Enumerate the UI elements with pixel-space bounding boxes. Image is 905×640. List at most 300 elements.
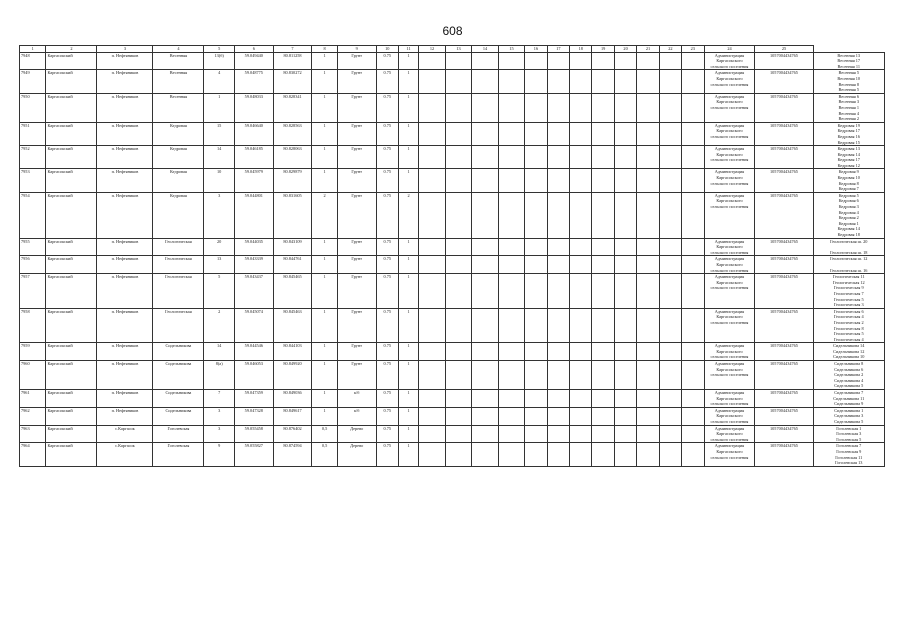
cell-empty (419, 122, 445, 145)
cell-empty (592, 169, 614, 192)
cell-lon: 80.829879 (273, 169, 312, 192)
cell-no: 7959 (20, 343, 46, 361)
cell-c11: 1 (398, 343, 418, 361)
cell-empty (547, 343, 569, 361)
address-line: Геологическая ш. 16 (830, 267, 868, 273)
owner-line: Администрация (714, 93, 745, 99)
cell-district: Каргасокский (46, 343, 97, 361)
owner-line: Администрация (714, 52, 745, 58)
cell-no: 7957 (20, 274, 46, 309)
cell-no: 7958 (20, 308, 46, 343)
cell-surface: Грунт (337, 122, 376, 145)
column-number: 18 (570, 46, 592, 53)
cell-empty (547, 361, 569, 390)
cell-empty (592, 93, 614, 122)
cell-empty (472, 52, 498, 70)
cell-empty (659, 343, 681, 361)
cell-c11: 1 (398, 308, 418, 343)
cell-district: Каргасокский (46, 443, 97, 466)
owner-line: Каргасокского (716, 314, 743, 320)
cell-ogrn: 1057004434765 (755, 192, 813, 238)
owner-line: Администрация (714, 122, 745, 128)
cell-lat: 59.046640 (234, 122, 273, 145)
cell-lon: 80.845465 (273, 274, 312, 309)
cell-empty (445, 308, 471, 343)
cell-empty (659, 407, 681, 425)
column-number-row (20, 46, 885, 53)
cell-empty (547, 274, 569, 309)
cell-street: Весенняя (153, 70, 204, 93)
cell-empty (498, 343, 524, 361)
owner-line: сельского поселения (710, 372, 749, 378)
cell-empty (547, 407, 569, 425)
cell-c11: 1 (398, 407, 418, 425)
table-row (20, 52, 885, 70)
cell-empty (592, 52, 614, 70)
cell-street: Весенняя (153, 93, 204, 122)
address-line: Весенняя 13 (837, 52, 861, 58)
address-line: Кедровая 18 (837, 232, 860, 237)
cell-settlement: п. Нефтяников (97, 308, 153, 343)
owner-line: Каргасокского (716, 448, 743, 454)
cell-lat: 59.044546 (234, 343, 273, 361)
cell-addresses (813, 93, 885, 122)
cell-house: 8(а) (204, 361, 235, 390)
cell-empty (525, 343, 547, 361)
owner-line: Каргасокского (716, 175, 743, 181)
cell-empty (614, 256, 636, 274)
address-line: Кедровая 13 (837, 146, 860, 152)
cell-lon: 80.849036 (273, 390, 312, 408)
cell-lat: 59.047328 (234, 407, 273, 425)
address-line: Сидельникова 5 (834, 383, 864, 389)
cell-district: Каргасокский (46, 169, 97, 192)
cell-no: 7956 (20, 256, 46, 274)
cell-district: Каргасокский (46, 361, 97, 390)
cell-empty (419, 169, 445, 192)
address-line: Гоголевская 7 (836, 443, 862, 449)
cell-empty (637, 146, 659, 169)
cell-empty (525, 52, 547, 70)
cell-empty (445, 52, 471, 70)
column-number: 19 (592, 46, 614, 53)
cell-c11: 1 (398, 169, 418, 192)
cell-empty (592, 256, 614, 274)
cell-empty (472, 361, 498, 390)
cell-empty (659, 390, 681, 408)
table-row (20, 390, 885, 408)
cell-surface: к/б (337, 407, 376, 425)
cell-empty (498, 192, 524, 238)
owner-line: Администрация (714, 308, 745, 314)
cell-empty (419, 192, 445, 238)
owner-line: Администрация (714, 274, 745, 280)
cell-c8: 0,5 (312, 443, 337, 466)
cell-c11: 1 (398, 390, 418, 408)
owner-line: Администрация (714, 390, 745, 396)
cell-lat: 59.048033 (234, 93, 273, 122)
cell-c8: 0,5 (312, 425, 337, 443)
cell-empty (419, 52, 445, 70)
cell-district: Каргасокский (46, 425, 97, 443)
cell-empty (525, 361, 547, 390)
cell-lat: 59.043437 (234, 274, 273, 309)
cell-street: Кедровая (153, 146, 204, 169)
cell-empty (570, 361, 592, 390)
cell-owner (704, 407, 755, 425)
address-line: Геологическая 4 (833, 314, 864, 320)
address-line: Весенняя 8 (838, 81, 860, 87)
cell-district: Каргасокский (46, 274, 97, 309)
address-line: Сидельникова 1 (834, 407, 864, 413)
cell-c10: 0.75 (376, 52, 398, 70)
cell-district: Каргасокский (46, 390, 97, 408)
column-number: 5 (204, 46, 235, 53)
cell-house: 9 (204, 443, 235, 466)
cell-no: 7961 (20, 390, 46, 408)
cell-surface: Грунт (337, 169, 376, 192)
cell-addresses (813, 238, 885, 256)
cell-empty (682, 256, 704, 274)
address-line: Геологическая ш. 12 (830, 256, 868, 262)
cell-empty (498, 425, 524, 443)
cell-empty (445, 256, 471, 274)
cell-lon: 80.830272 (273, 70, 312, 93)
owner-line: сельского поселения (710, 180, 749, 186)
cell-empty (547, 256, 569, 274)
cell-lat: 59.043339 (234, 256, 273, 274)
cell-empty (614, 407, 636, 425)
cell-empty (659, 146, 681, 169)
table-row (20, 256, 885, 274)
cell-lon: 80.849617 (273, 407, 312, 425)
address-line: Весенняя 5 (838, 87, 860, 93)
cell-district: Каргасокский (46, 70, 97, 93)
cell-ogrn: 1057004434765 (755, 70, 813, 93)
cell-empty (570, 52, 592, 70)
cell-addresses (813, 169, 885, 192)
cell-c8: 1 (312, 70, 337, 93)
cell-lon: 80.828563 (273, 122, 312, 145)
cell-district: Каргасокский (46, 93, 97, 122)
owner-line: сельского поселения (710, 249, 749, 255)
cell-empty (570, 238, 592, 256)
cell-house: 4 (204, 70, 235, 93)
cell-empty (419, 443, 445, 466)
cell-empty (445, 93, 471, 122)
column-number: 17 (547, 46, 569, 53)
cell-empty (637, 93, 659, 122)
cell-empty (682, 238, 704, 256)
column-number: 11 (398, 46, 418, 53)
address-line: Гоголевская 9 (836, 448, 862, 454)
cell-district: Каргасокский (46, 146, 97, 169)
address-line: Кедровая 5 (838, 192, 859, 198)
address-line: Кедровая 2 (838, 215, 859, 221)
cell-empty (419, 274, 445, 309)
cell-empty (525, 146, 547, 169)
cell-empty (472, 343, 498, 361)
cell-empty (472, 425, 498, 443)
address-line: Кедровая 19 (837, 122, 860, 128)
table-row (20, 425, 885, 443)
cell-empty (614, 70, 636, 93)
cell-empty (419, 343, 445, 361)
cell-house: 1 (204, 93, 235, 122)
cell-empty (637, 122, 659, 145)
owner-line: Каргасокского (716, 431, 743, 437)
cell-addresses (813, 425, 885, 443)
cell-ogrn: 1057004434765 (755, 256, 813, 274)
column-number: 21 (637, 46, 659, 53)
cell-lon: 80.831605 (273, 192, 312, 238)
address-line: Весенняя 10 (837, 75, 861, 81)
cell-lon: 80.844761 (273, 256, 312, 274)
cell-empty (682, 52, 704, 70)
table-row (20, 361, 885, 390)
cell-empty (525, 169, 547, 192)
cell-c10: 0.75 (376, 361, 398, 390)
cell-addresses (813, 52, 885, 70)
cell-empty (592, 122, 614, 145)
cell-empty (570, 443, 592, 466)
cell-empty (472, 70, 498, 93)
cell-empty (614, 52, 636, 70)
cell-settlement: п. Нефтяников (97, 93, 153, 122)
cell-ogrn: 1057004434765 (755, 308, 813, 343)
owner-line: Каргасокского (716, 151, 743, 157)
cell-empty (570, 274, 592, 309)
cell-empty (637, 70, 659, 93)
cell-empty (659, 93, 681, 122)
address-line: Кедровая 14 (837, 151, 860, 157)
cell-empty (498, 407, 524, 425)
cell-c11: 1 (398, 70, 418, 93)
cell-c10: 0.75 (376, 122, 398, 145)
cell-empty (472, 146, 498, 169)
cell-house: 7 (204, 390, 235, 408)
cell-addresses (813, 192, 885, 238)
cell-c8: 1 (312, 256, 337, 274)
cell-no: 7955 (20, 238, 46, 256)
cell-lat: 59.046053 (234, 361, 273, 390)
address-line: Геологическая 3 (833, 302, 864, 308)
cell-empty (472, 407, 498, 425)
owner-line: Каргасокского (716, 366, 743, 372)
cell-empty (498, 443, 524, 466)
cell-empty (637, 407, 659, 425)
cell-empty (570, 407, 592, 425)
cell-empty (682, 407, 704, 425)
cell-empty (614, 274, 636, 309)
cell-empty (637, 274, 659, 309)
column-number: 15 (498, 46, 524, 53)
cell-empty (472, 308, 498, 343)
cell-empty (570, 308, 592, 343)
cell-empty (498, 146, 524, 169)
owner-line: Каргасокского (716, 99, 743, 105)
owner-line: сельского поселения (710, 157, 749, 163)
address-line: Геологическая 12 (832, 279, 865, 285)
cell-empty (637, 169, 659, 192)
cell-owner (704, 169, 755, 192)
address-line: Весенняя 6 (838, 93, 860, 99)
cell-empty (445, 443, 471, 466)
cell-c10: 0.75 (376, 407, 398, 425)
cell-ogrn: 1057004434765 (755, 390, 813, 408)
cell-empty (498, 390, 524, 408)
cell-no: 7948 (20, 52, 46, 70)
cell-empty (525, 308, 547, 343)
cell-house: 3 (204, 425, 235, 443)
cell-c11: 1 (398, 256, 418, 274)
cell-c8: 1 (312, 274, 337, 309)
cell-lon: 80.828063 (273, 146, 312, 169)
cell-owner (704, 361, 755, 390)
address-line: Весенняя 11 (837, 63, 860, 69)
cell-empty (592, 390, 614, 408)
address-line: Сидельникова 8 (834, 361, 864, 367)
address-line: Сидельникова 4 (834, 377, 864, 383)
cell-house: 15 (204, 122, 235, 145)
cell-owner (704, 192, 755, 238)
cell-empty (445, 70, 471, 93)
cell-ogrn: 1057004434765 (755, 93, 813, 122)
cell-ogrn: 1057004434765 (755, 52, 813, 70)
address-line: Кедровая 7 (838, 186, 859, 192)
cell-surface: Грунт (337, 192, 376, 238)
cell-surface: Грунт (337, 343, 376, 361)
cell-owner (704, 443, 755, 466)
cell-district: Каргасокский (46, 122, 97, 145)
cell-settlement: п. Нефтяников (97, 238, 153, 256)
cell-empty (498, 361, 524, 390)
cell-empty (419, 146, 445, 169)
cell-lat: 59.049440 (234, 52, 273, 70)
cell-surface: Грунт (337, 70, 376, 93)
cell-empty (570, 146, 592, 169)
cell-c10: 0.75 (376, 238, 398, 256)
cell-empty (445, 238, 471, 256)
cell-empty (614, 390, 636, 408)
cell-surface: Грунт (337, 361, 376, 390)
cell-surface: Грунт (337, 238, 376, 256)
cell-empty (525, 407, 547, 425)
owner-line: Администрация (714, 169, 745, 175)
cell-addresses (813, 308, 885, 343)
address-line: Сидельникова 12 (833, 348, 865, 354)
address-line: Сидельникова 14 (833, 343, 865, 349)
cell-empty (419, 308, 445, 343)
cell-c8: 2 (312, 192, 337, 238)
cell-empty (547, 52, 569, 70)
cell-lon: 80.849920 (273, 361, 312, 390)
cell-ogrn: 1057004434765 (755, 146, 813, 169)
cell-empty (547, 390, 569, 408)
cell-lat: 59.046185 (234, 146, 273, 169)
cell-empty (592, 146, 614, 169)
cell-addresses (813, 70, 885, 93)
column-number: 6 (234, 46, 273, 53)
cell-settlement: п. Нефтяников (97, 361, 153, 390)
cell-c10: 0.75 (376, 192, 398, 238)
table-row (20, 274, 885, 309)
cell-empty (570, 93, 592, 122)
cell-empty (637, 52, 659, 70)
cell-empty (419, 425, 445, 443)
cell-street: Сидельникова (153, 390, 204, 408)
address-line: Геологическая ш. 20 (830, 238, 868, 244)
cell-addresses (813, 407, 885, 425)
cell-empty (445, 274, 471, 309)
cell-empty (498, 274, 524, 309)
cell-c11: 2 (398, 192, 418, 238)
column-number: 10 (376, 46, 398, 53)
cell-settlement: п. Нефтяников (97, 256, 153, 274)
table-row (20, 238, 885, 256)
cell-empty (525, 70, 547, 93)
table-row (20, 308, 885, 343)
address-line: Кедровая 17 (837, 157, 860, 163)
owner-line: сельского поселения (710, 354, 749, 360)
cell-settlement: с.Каргасок (97, 443, 153, 466)
cell-c11: 1 (398, 93, 418, 122)
cell-c10: 0.75 (376, 146, 398, 169)
owner-line: Каргасокского (716, 75, 743, 81)
cell-street: Кедровая (153, 169, 204, 192)
table-row (20, 122, 885, 145)
cell-lon: 80.845463 (273, 308, 312, 343)
cell-lat: 59.045074 (234, 308, 273, 343)
owner-line: сельского поселения (710, 267, 749, 273)
cell-ogrn: 1057004434765 (755, 122, 813, 145)
cell-empty (614, 443, 636, 466)
cell-district: Каргасокский (46, 407, 97, 425)
cell-empty (525, 93, 547, 122)
owner-line: Администрация (714, 407, 745, 413)
cell-empty (682, 192, 704, 238)
address-line: Геологическая 11 (832, 274, 865, 280)
cell-empty (419, 407, 445, 425)
cell-street: Кедровая (153, 192, 204, 238)
owner-line: сельского поселения (710, 104, 749, 110)
cell-empty (659, 256, 681, 274)
cell-house: 14 (204, 146, 235, 169)
cell-no: 7960 (20, 361, 46, 390)
cell-empty (682, 146, 704, 169)
cell-settlement: п. Нефтяников (97, 274, 153, 309)
address-line: Весенняя 17 (837, 58, 861, 64)
cell-empty (659, 443, 681, 466)
cell-lat: 59.055827 (234, 443, 273, 466)
address-line: Геологическая 5 (833, 331, 864, 337)
cell-house: 10 (204, 169, 235, 192)
address-line: Весенняя 3 (838, 99, 860, 105)
cell-empty (659, 361, 681, 390)
column-number: 2 (46, 46, 97, 53)
owner-line: Администрация (714, 70, 745, 76)
cell-owner (704, 238, 755, 256)
owner-line: сельского поселения (710, 63, 749, 69)
cell-empty (570, 390, 592, 408)
cell-empty (659, 238, 681, 256)
page-number: 608 (442, 24, 463, 38)
cell-c11: 1 (398, 425, 418, 443)
cell-empty (592, 361, 614, 390)
cell-district: Каргасокский (46, 256, 97, 274)
cell-empty (498, 256, 524, 274)
owner-line: Каргасокского (716, 198, 743, 204)
